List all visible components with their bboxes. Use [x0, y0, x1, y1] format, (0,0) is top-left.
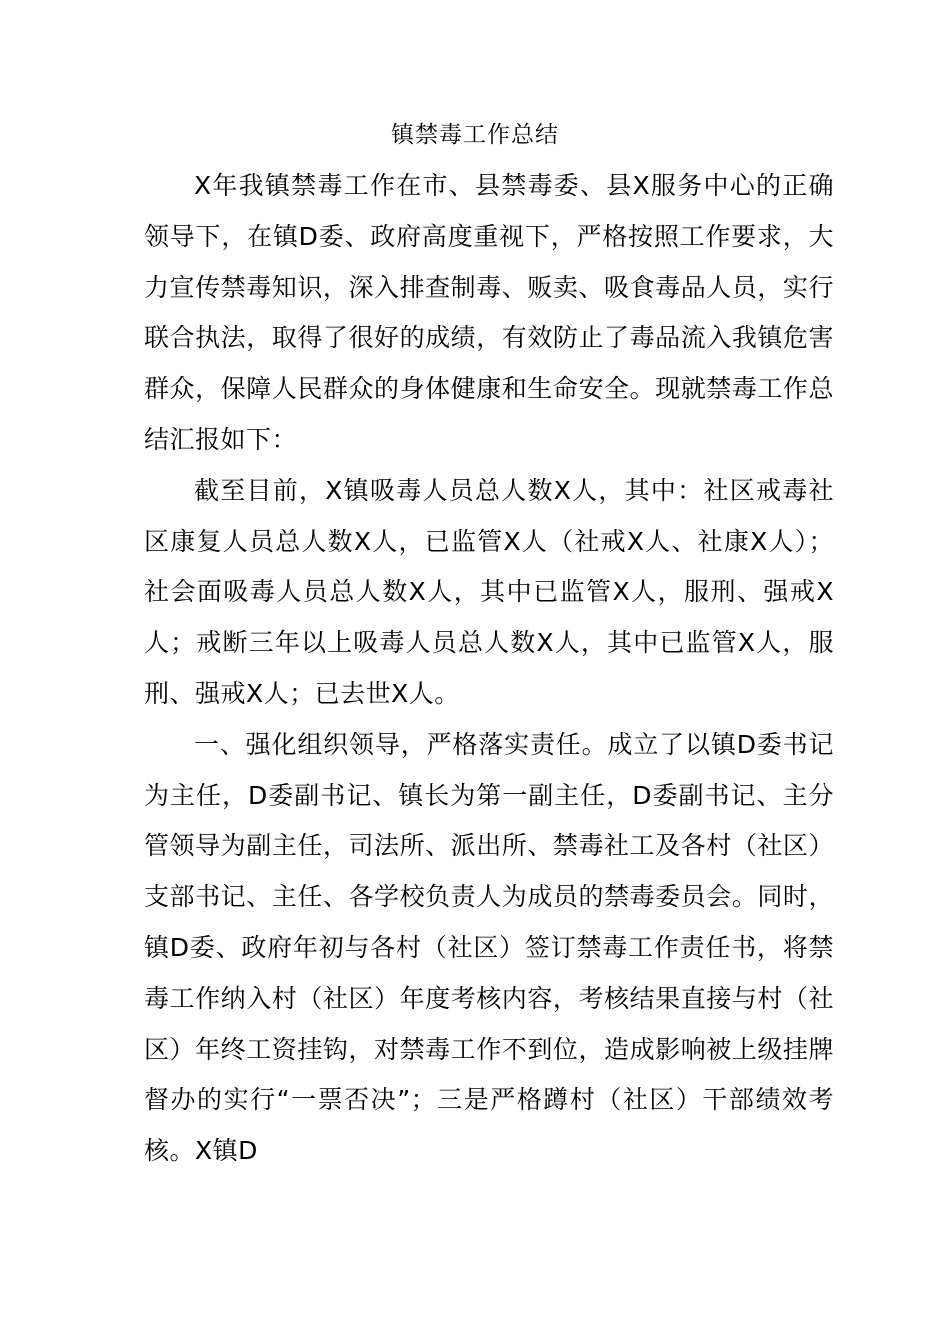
document-body — [144, 161, 834, 1177]
paragraph-statistics: 截至目前，X镇吸毒人员总人数X人，其中：社区戒毒社区康复人员总人数X人，已监管X人（社戒X人、社康X人）；社会面吸毒人员总人数X人，其中已监管X人，服刑、强戒X人；戒断三年以上吸毒人员总人数X人，其中已监管X人，服刑、强戒X人；已去世X人。 — [144, 475, 834, 708]
paragraph-organization: 一、强化组织领导，严格落实责任。成立了以镇D委书记为主任，D委副书记、镇长为第一副主任，D委副书记、主分管领导为副主任，司法所、派出所、禁毒社工及各村（社区）支部书记、主任、各学校负责人为成员的禁毒委员会。同时，镇D委、政府年初与各村（社区）签订禁毒工作责任书，将禁毒工作纳入村（社区）年度考核内容，考核结果直接与村（社区）年终工资挂钩，对禁毒工作不到位，造成影响被上级挂牌督办的实行“一票否决”；三是严格蹲村（社区）干部绩效考核。X镇D — [144, 729, 834, 1166]
document-title: 镇禁毒工作总结 — [391, 122, 559, 148]
paragraph-intro: X年我镇禁毒工作在市、县禁毒委、县X服务中心的正确领导下，在镇D委、政府高度重视下，严格按照工作要求，大力宣传禁毒知识，深入排查制毒、贩卖、吸食毒品人员，实行联合执法，取得了很好的成绩，有效防止了毒品流入我镇危害群众，保障人民群众的身体健康和生命安全。现就禁毒工作总结汇报如下： — [144, 171, 834, 454]
